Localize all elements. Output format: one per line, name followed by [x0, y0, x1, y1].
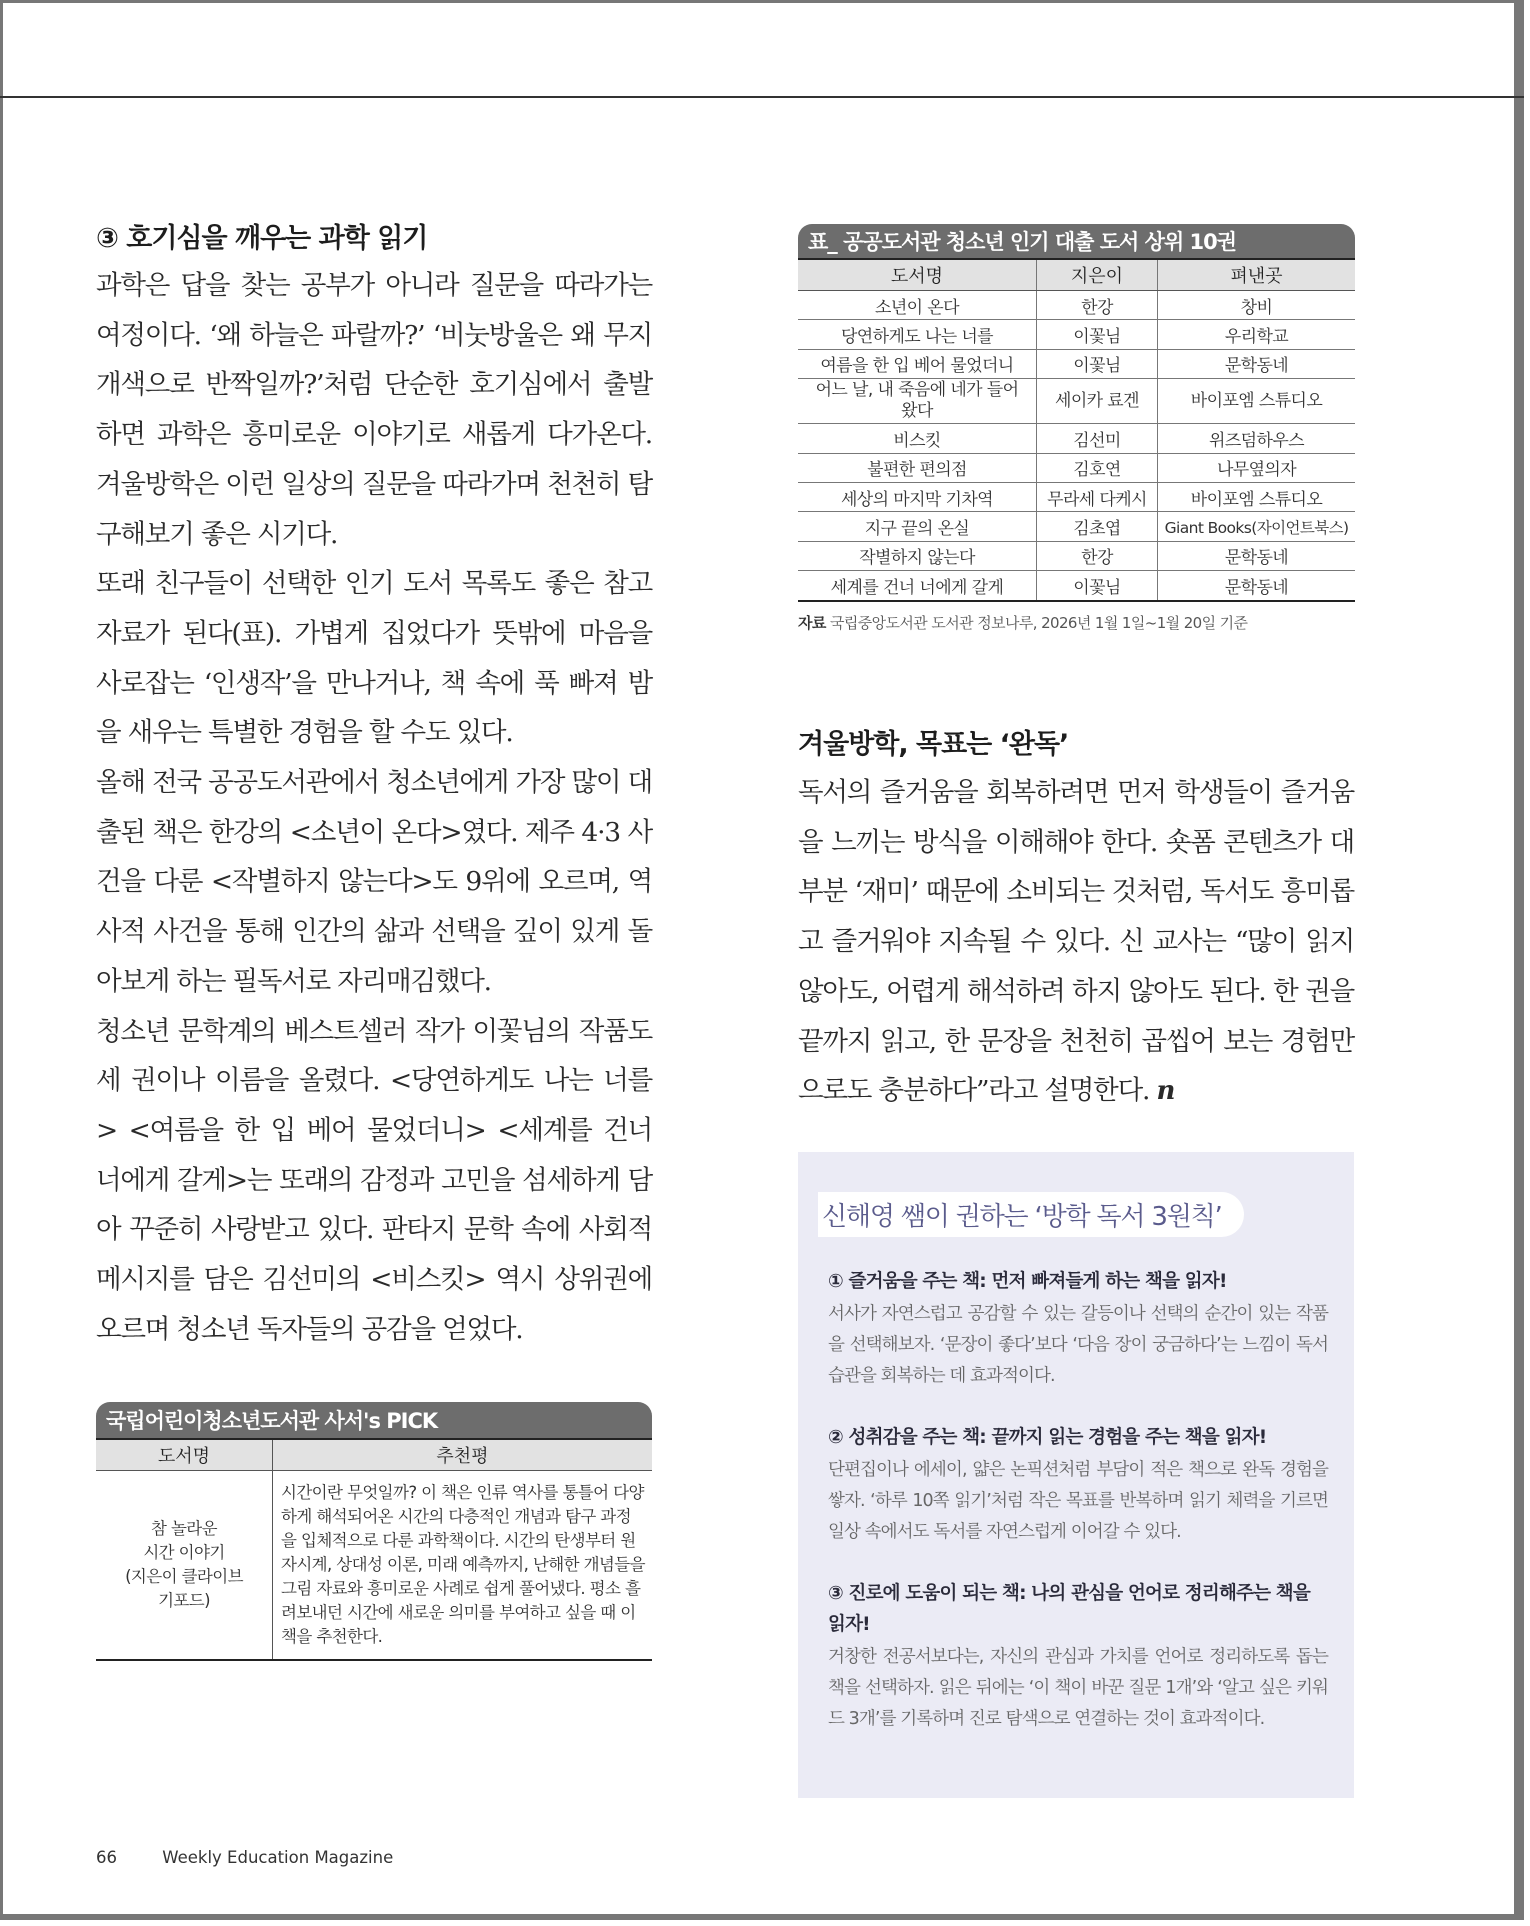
book-author: 이꽃님 [1037, 349, 1158, 378]
pick-book-line: 기포드) [158, 1591, 210, 1610]
table-row [798, 482, 1355, 511]
book-author: 한강 [1037, 291, 1158, 320]
tip-item [828, 1422, 1328, 1548]
top-divider [0, 96, 1524, 98]
source-text: 국립중앙도서관 도서관 정보나루, 2026년 1월 1일~1월 20일 기준 [829, 613, 1248, 632]
end-mark-icon: n [1156, 1076, 1175, 1107]
book-author: 김초엽 [1037, 512, 1158, 541]
book-publisher: 문학동네 [1158, 571, 1356, 601]
magazine-name: Weekly Education Magazine [162, 1848, 394, 1867]
book-publisher: 우리학교 [1158, 320, 1356, 349]
book-publisher: 바이포엠 스튜디오 [1158, 482, 1356, 511]
pick-review: 시간이란 무엇일까? 이 책은 인류 역사를 통틀어 다양하게 해석되어온 시간의 다층적인 개념과 탐구 과정을 입체적으로 다룬 과학책이다. 시간의 탄생부터 원자시계, 상대성 이론, 미래 예측까지, 난해한 개념들을 그림 자료와 흥미로운 사례로 쉽게 풀어냈다. 평소 흘려보내던 시간에 새로운 의미를 부여하고 싶을 때 이 책을 추천한다. [273, 1471, 653, 1661]
table-row [798, 349, 1355, 378]
book-title: 작별하지 않는다 [798, 541, 1037, 570]
book-title: 세상의 마지막 기차역 [798, 482, 1037, 511]
book-publisher: Giant Books(자이언트북스) [1158, 512, 1356, 541]
tip-heading: ② 성취감을 주는 책: 끝까지 읽는 경험을 주는 책을 읽자! [828, 1427, 1267, 1448]
left-column [96, 216, 652, 1354]
book-publisher: 문학동네 [1158, 349, 1356, 378]
paragraph: 또래 친구들이 선택한 인기 도서 목록도 좋은 참고 자료가 된다(표). 가볍게 집었다가 뜻밖에 마음을 사로잡는 ‘인생작’을 만나거나, 책 속에 푹 빠져 밤을 새우는 특별한 경험을 할 수도 있다. [96, 568, 652, 749]
paragraph [798, 768, 1354, 1117]
table-row [798, 379, 1355, 424]
table-row [798, 453, 1355, 482]
tips-title: 신해영 쌤이 권하는 ‘방학 독서 3원칙’ [818, 1192, 1244, 1237]
top10-header-publisher: 펴낸곳 [1158, 259, 1356, 291]
book-title: 여름을 한 입 베어 물었더니 [798, 349, 1037, 378]
tip-item [828, 1266, 1328, 1392]
page-number: 66 [96, 1848, 117, 1867]
tip-text: 서사가 자연스럽고 공감할 수 있는 갈등이나 선택의 순간이 있는 작품을 선택해보자. ‘문장이 좋다’보다 ‘다음 장이 궁금하다’는 느낌이 독서 습관을 회복하는 데 효과적이다. [828, 1304, 1328, 1386]
pick-title: 국립어린이청소년도서관 사서's PICK [96, 1402, 652, 1438]
table-row [798, 541, 1355, 570]
page-footer [96, 1848, 393, 1867]
section-heading-completion: 겨울방학, 목표는 ‘완독’ [798, 729, 1069, 760]
pick-table [96, 1438, 652, 1661]
book-author: 무라세 다케시 [1037, 482, 1158, 511]
book-author: 김선미 [1037, 424, 1158, 453]
book-title: 어느 날, 내 죽음에 네가 들어왔다 [798, 379, 1037, 424]
pick-header-review: 추천평 [273, 1439, 653, 1471]
section-heading-science: ③ 호기심을 깨우는 과학 읽기 [96, 223, 428, 254]
tip-text: 거창한 전공서보다는, 자신의 관심과 가치를 언어로 정리하도록 돕는 책을 선택하자. 읽은 뒤에는 ‘이 책이 바꾼 질문 1개’와 ‘알고 싶은 키워드 3개’를 기록하며 진로 탐색으로 연결하는 것이 효과적이다. [828, 1647, 1328, 1729]
book-title: 세계를 건너 너에게 갈게 [798, 571, 1037, 601]
tips-list [828, 1266, 1328, 1765]
paragraph: 과학은 답을 찾는 공부가 아니라 질문을 따라가는 여정이다. ‘왜 하늘은 파랄까?’ ‘비눗방울은 왜 무지개색으로 반짝일까?’처럼 단순한 호기심에서 출발하면 과학은 흥미로운 이야기로 새롭게 다가온다. 겨울방학은 이런 일상의 질문을 따라가며 천천히 탐구해보기 좋은 시기다. [96, 270, 652, 550]
table-source [798, 612, 1355, 633]
top10-table-block [798, 224, 1355, 633]
paragraph-text: 독서의 즐거움을 회복하려면 먼저 학생들이 즐거움을 느끼는 방식을 이해해야 한다. 숏폼 콘텐츠가 대부분 ‘재미’ 때문에 소비되는 것처럼, 독서도 흥미롭고 즐거워야 지속될 수 있다. 신 교사는 “많이 읽지 않아도, 어렵게 해석하려 하지 않아도 된다. 한 권을 끝까지 읽고, 한 문장을 천천히 곱씹어 보는 경험만으로도 충분하다”라고 설명한다. [798, 777, 1354, 1107]
book-title: 당연하게도 나는 너를 [798, 320, 1037, 349]
table-row [798, 424, 1355, 453]
book-publisher: 나무옆의자 [1158, 453, 1356, 482]
table-row [798, 320, 1355, 349]
paragraph: 청소년 문학계의 베스트셀러 작가 이꽃님의 작품도 세 권이나 이름을 올렸다. <당연하게도 나는 너를> <여름을 한 입 베어 물었더니> <세계를 건너 너에게 갈게>는 또래의 감정과 고민을 섬세하게 담아 꾸준히 사랑받고 있다. 판타지 문학 속에 사회적 메시지를 담은 김선미의 <비스킷> 역시 상위권에 오르며 청소년 독자들의 공감을 얻었다. [96, 1015, 652, 1345]
pick-book-line: (지은이 클라이브 [125, 1567, 243, 1586]
tip-text: 단편집이나 에세이, 얇은 논픽션처럼 부담이 적은 책으로 완독 경험을 쌓자. ‘하루 10쪽 읽기’처럼 작은 목표를 반복하며 읽기 체력을 기르면 일상 속에서도 독서를 자연스럽게 이어갈 수 있다. [828, 1460, 1328, 1542]
table-row [798, 512, 1355, 541]
book-publisher: 바이포엠 스튜디오 [1158, 379, 1356, 424]
top10-header-title: 도서명 [798, 259, 1037, 291]
table-row [798, 291, 1355, 320]
book-title: 불편한 편의점 [798, 453, 1037, 482]
book-publisher: 창비 [1158, 291, 1356, 320]
reading-tips-box [798, 1152, 1354, 1798]
book-author: 이꽃님 [1037, 320, 1158, 349]
book-title: 지구 끝의 온실 [798, 512, 1037, 541]
table-row [798, 571, 1355, 601]
pick-book-line: 참 놀라운 [150, 1519, 217, 1538]
top10-title: 표_ 공공도서관 청소년 인기 대출 도서 상위 10권 [798, 224, 1355, 258]
pick-book-name [96, 1471, 273, 1661]
tip-heading: ③ 진로에 도움이 되는 책: 나의 관심을 언어로 정리해주는 책을 읽자! [828, 1583, 1310, 1635]
tip-item [828, 1578, 1328, 1735]
book-title: 소년이 온다 [798, 291, 1037, 320]
top10-table [798, 258, 1355, 602]
right-column-body [798, 768, 1354, 1117]
tip-heading: ① 즐거움을 주는 책: 먼저 빠져들게 하는 책을 읽자! [828, 1271, 1227, 1292]
book-title: 비스킷 [798, 424, 1037, 453]
book-publisher: 문학동네 [1158, 541, 1356, 570]
pick-book-line: 시간 이야기 [143, 1543, 225, 1562]
book-publisher: 위즈덤하우스 [1158, 424, 1356, 453]
book-author: 한강 [1037, 541, 1158, 570]
top10-header-author: 지은이 [1037, 259, 1158, 291]
book-author: 이꽃님 [1037, 571, 1158, 601]
paragraph: 올해 전국 공공도서관에서 청소년에게 가장 많이 대출된 책은 한강의 <소년이 온다>였다. 제주 4·3 사건을 다룬 <작별하지 않는다>도 9위에 오르며, 역사적 사건을 통해 인간의 삶과 선택을 깊이 있게 돌아보게 하는 필독서로 자리매김했다. [96, 767, 652, 997]
librarian-pick-table [96, 1402, 652, 1661]
book-author: 김호연 [1037, 453, 1158, 482]
book-author: 세이카 료겐 [1037, 379, 1158, 424]
pick-header-title: 도서명 [96, 1439, 273, 1471]
source-label: 자료 [798, 613, 826, 632]
